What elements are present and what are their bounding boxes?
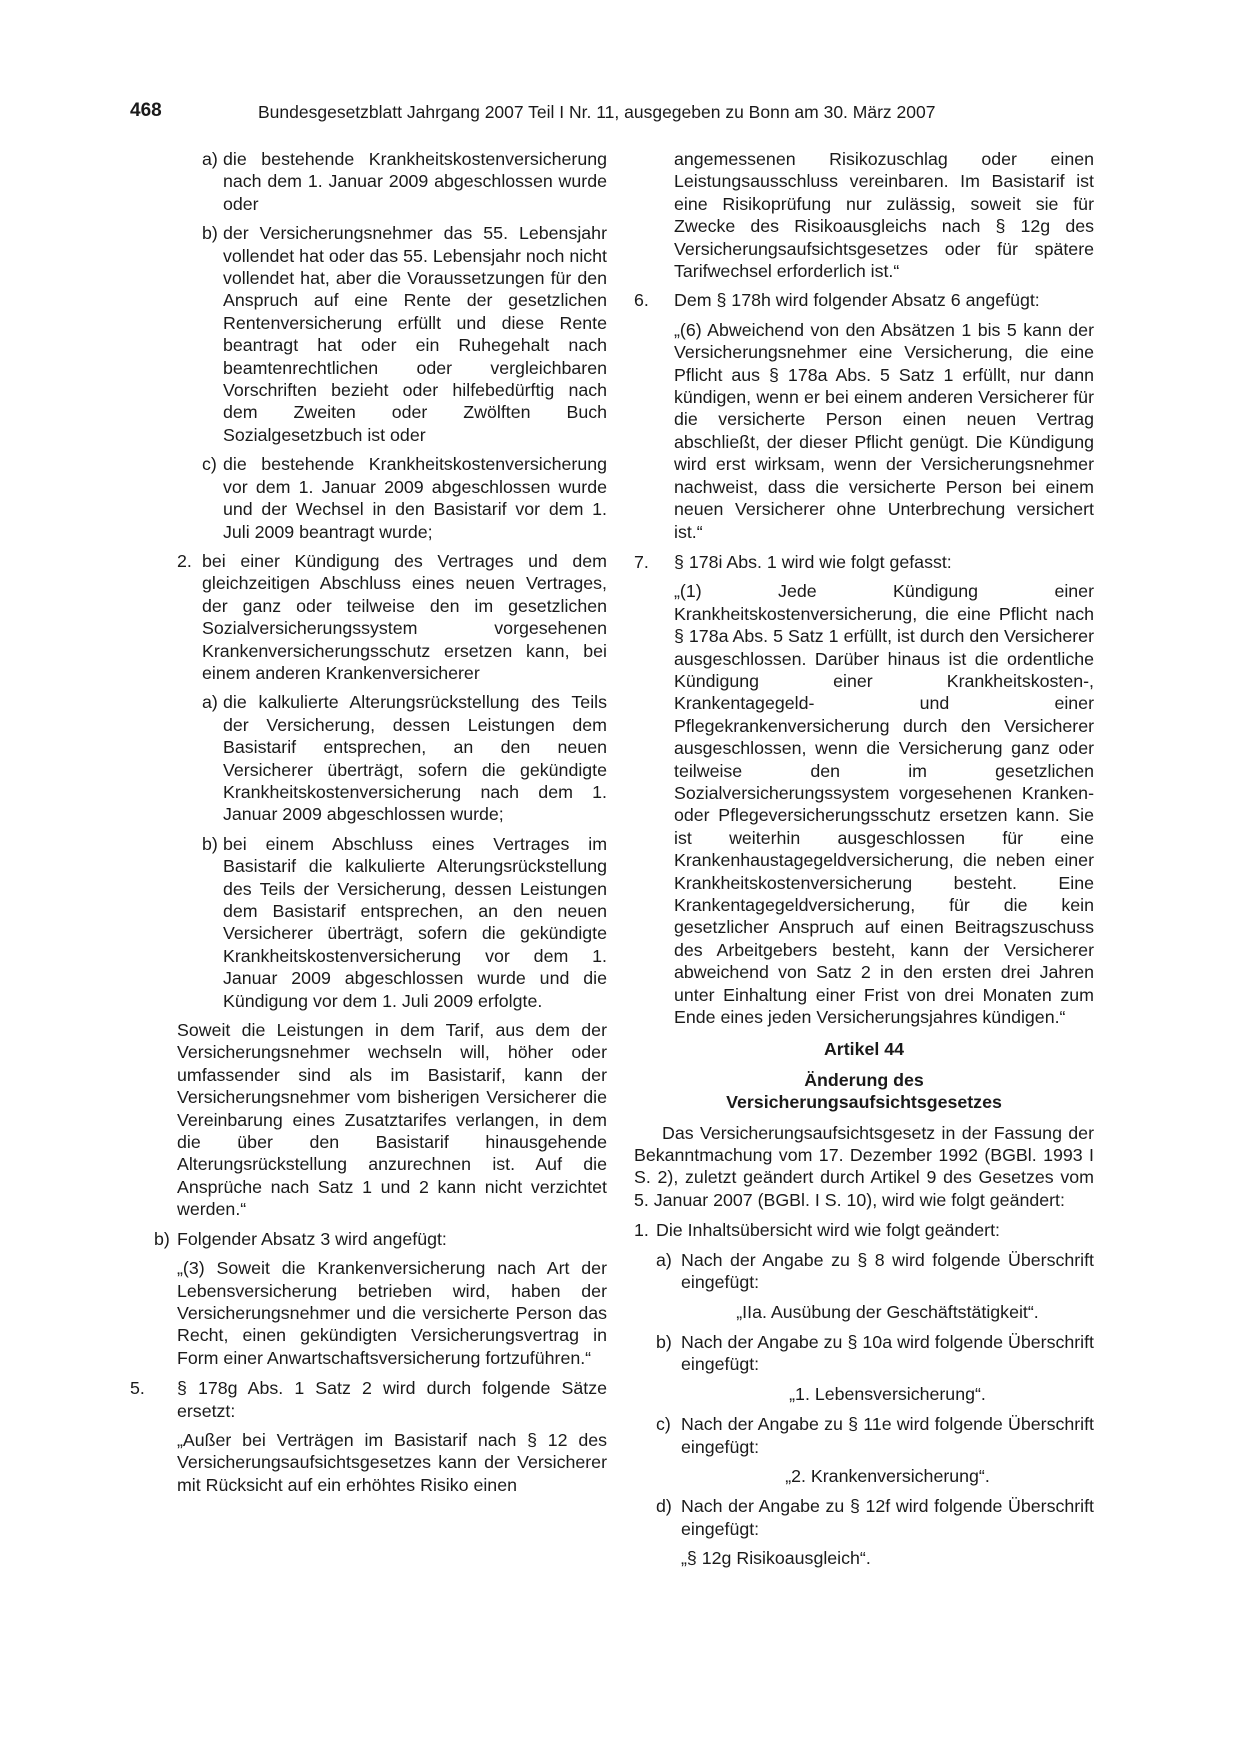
list-text: Nach der Angabe zu § 10a wird folgende Überschrift eingefügt: [681,1331,1094,1375]
quoted-heading: „§ 12g Risikoausgleich“. [681,1548,871,1569]
list-marker: a) [202,149,218,169]
list-text: Die Inhaltsübersicht wird wie folgt geändert: [656,1220,1000,1241]
list-text: Nach der Angabe zu § 8 wird folgende Überschrift eingefügt: [681,1249,1094,1293]
list-marker: 5. [130,1378,145,1399]
list-item [634,1219,1094,1241]
quoted-heading: „2. Krankenversicherung“. [785,1465,990,1486]
list-marker: d) [656,1496,672,1517]
list-item [656,1331,1094,1376]
list-marker: 7. [634,551,649,572]
list-text: bei einer Kündigung des Vertrages und dem gleichzeitigen Abschluss eines neuen Vertrages, der ganz oder teilweise den im gesetzlichen Sozialversicherungssystem vorgesehenen Krankenversicherungsschutz ersetzen kann, bei einem anderen Krankenversicherer [202,550,607,683]
quoted-text: „(6) Abweichend von den Absätzen 1 bis 5 kann der Versicherungsnehmer eine Versicherung, die eine Pflicht aus § 178a Abs. 5 Satz 1 erfüllt, nur dann kündigen, wenn er bei einem anderen Versicherer für die versicherte Person einen neuen Vertrag abschließt, der dieser Pflicht genügt. Die Kündigung wird erst wirksam, wenn der Versicherungsnehmer nachweist, dass die versicherte Person bei einem neuen Versicherer ohne Unterbrechung versichert ist.“ [674,319,1094,542]
list-text: § 178i Abs. 1 wird wie folgt gefasst: [674,551,952,572]
right-column [634,148,1094,1578]
paragraph: Soweit die Leistungen in dem Tarif, aus dem der Versicherungsnehmer wechseln will, höher oder umfassender sind als im Basistarif, kann der Versicherungsnehmer vom bisherigen Versicherer die Vereinbarung eines Zusatztarifes verlangen, in dem die über den Basistarif hinausgehende Alterungsrückstellung anzurechnen ist. Auf die Ansprüche nach Satz 1 und 2 kann nicht verzichtet werden.“ [177,1020,607,1220]
list-item [202,148,607,215]
page-number: 468 [130,100,162,121]
list-text: der Versicherungsnehmer das 55. Lebensjahr vollendet hat oder das 55. Lebensjahr noch nicht vollendet hat, aber die Voraussetzungen für den Anspruch auf eine Rente der gesetzlichen Rentenversicherung erfüllt und diese Rente beantragt hat oder ein Ruhegehalt nach beamtenrechtlichen oder vergleichbaren Vorschriften bezieht oder hilfebedürftig nach dem Zweiten oder Zwölften Buch Sozialgesetzbuch ist oder [223,223,607,445]
quoted-text: „(1) Jede Kündigung einer Krankheitskostenversicherung, die eine Pflicht nach § 178a Abs. 5 Satz 1 erfüllt, ist durch den Versicherer ausgeschlossen. Darüber hinaus ist die ordentliche Kündigung einer Krankheitskosten-, Krankentagegeld- und einer Pflegekrankenversicherung durch den Versicherer ausgeschlossen, wenn die Versicherung ganz oder teilweise den im gesetzlichen Sozialversicherungssystem vorgesehenen Kranken- oder Pflegeversicherungsschutz ersetzen kann. Sie ist weiterhin ausgeschlossen für eine Krankenhaustagegeldversicherung, die neben einer Krankheitskostenversicherung besteht. Eine Krankentagegeldversicherung, für die kein gesetzlicher Anspruch auf einen Beitragszuschuss des Arbeitgebers besteht, kann der Versicherer abweichend von Satz 2 in den ersten drei Jahren unter Einhaltung einer Frist von drei Monaten zum Ende eines jeden Versicherungsjahres kündigen.“ [674,581,1094,1028]
quoted-heading: „1. Lebensversicherung“. [789,1383,986,1404]
paragraph: Das Versicherungsaufsichtsgesetz in der Fassung der Bekanntmachung vom 17. Dezember 1992 (BGBl. 1993 I S. 2), zuletzt geändert durch Artikel 9 des Gesetzes vom 5. Januar 2007 (BGBl. I S. 10), wird wie folgt geändert: [634,1122,1094,1210]
list-item [634,551,1094,573]
list-text: § 178g Abs. 1 Satz 2 wird durch folgende Sätze ersetzt: [177,1378,607,1421]
list-marker: 6. [634,290,649,311]
article-title-line: Versicherungsaufsichtsgesetzes [726,1092,1002,1113]
list-item [154,1228,607,1250]
list-marker: c) [202,454,217,475]
article-number: Artikel 44 [823,1039,905,1060]
list-item [634,289,1094,311]
list-text: die bestehende Krankheitskostenversicherung vor dem 1. Januar 2009 abgeschlossen wurde und der Wechsel in den Basistarif vor dem 1. Juli 2009 beantragt wurde; [223,454,607,542]
running-header: Bundesgesetzblatt Jahrgang 2007 Teil I Nr. 11, ausgegeben zu Bonn am 30. März 2007 [258,102,936,122]
list-item [177,550,607,684]
list-item [202,222,607,446]
list-marker: a) [656,1249,672,1270]
article-title-line: Änderung des [804,1069,924,1090]
quoted-text: „(3) Soweit die Krankenversicherung nach Art der Lebensversicherung betrieben wird, haben der Versicherungsnehmer und die versicherte Person das Recht, einen gekündigten Versicherungsvertrag in Form einer Anwartschaftsversicherung fortzuführen.“ [177,1258,607,1368]
list-marker: b) [154,1228,170,1249]
list-item [130,1377,607,1422]
list-marker: b) [202,223,218,244]
list-marker: b) [656,1331,672,1352]
list-text: Nach der Angabe zu § 11e wird folgende Überschrift eingefügt: [681,1414,1094,1457]
list-marker: 2. [177,550,192,571]
paragraph: angemessenen Risikozuschlag oder einen Leistungsausschluss vereinbaren. Im Basistarif ist eine Risikoprüfung nur zulässig, soweit sie für Zwecke des Risikoausgleichs nach § 12g des Versicherungsaufsichtsgesetzes oder für spätere Tarifwechsel erforderlich ist.“ [674,149,1094,282]
list-item [202,691,607,825]
list-text: die kalkulierte Alterungsrückstellung des Teils der Versicherung, dessen Leistungen dem Basistarif entsprechen, an den neuen Versicherer überträgt, sofern die gekündigte Krankheitskostenversicherung nach dem 1. Januar 2009 abgeschlossen wurde; [223,692,607,825]
list-text: Nach der Angabe zu § 12f wird folgende Überschrift eingefügt: [681,1496,1094,1539]
article-title [634,1069,1094,1114]
list-text: Folgender Absatz 3 wird angefügt: [177,1228,447,1249]
list-item [656,1495,1094,1540]
list-item [202,453,607,543]
list-marker: b) [202,833,218,854]
quoted-heading: „IIa. Ausübung der Geschäftstätigkeit“. [736,1301,1039,1322]
left-column [130,148,607,1504]
list-text: die bestehende Krankheitskostenversicherung nach dem 1. Januar 2009 abgeschlossen wurde oder [223,149,607,214]
list-text: Dem § 178h wird folgender Absatz 6 angefügt: [674,290,1040,311]
list-marker: a) [202,692,218,713]
list-item [202,833,607,1012]
quoted-text: „Außer bei Verträgen im Basistarif nach § 12 des Versicherungsaufsichtsgesetzes kann der Versicherer mit Rücksicht auf ein erhöhtes Risiko einen [177,1429,607,1495]
list-item [656,1249,1094,1294]
list-marker: c) [656,1414,671,1435]
list-text: bei einem Abschluss eines Vertrages im Basistarif die kalkulierte Alterungsrückstellung des Teils der Versicherung, dessen Leistungen dem Basistarif entsprechen, an den neuen Versicherer überträgt, sofern die gekündigte Krankheitskostenversicherung vor dem 1. Januar 2009 abgeschlossen wurde und die Kündigung vor dem 1. Juli 2009 erfolgte. [223,833,607,1011]
list-marker: 1. [634,1220,649,1241]
list-item [656,1413,1094,1458]
